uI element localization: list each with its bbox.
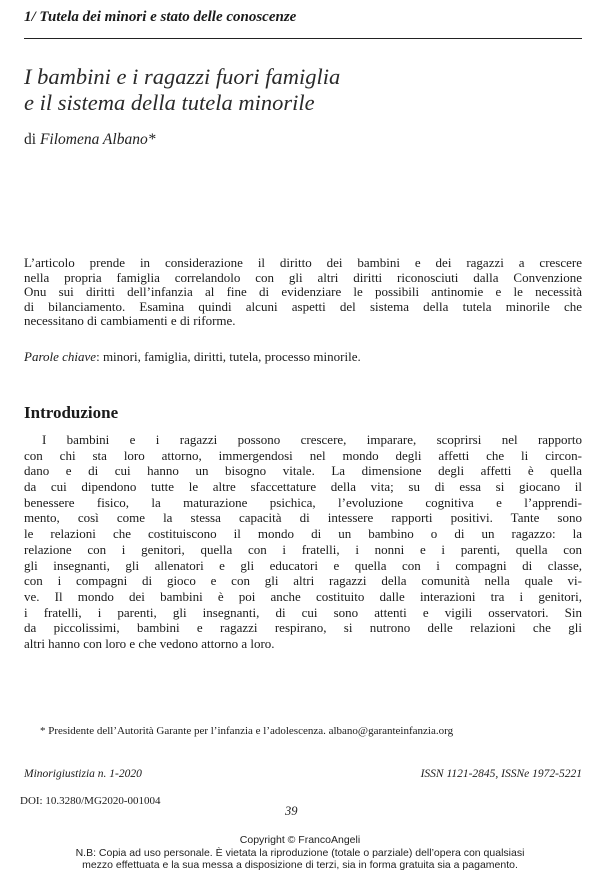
abstract-line: di bilanciamento. Esamina quindi alcuni aspetti del sistema della tutela minorile che bbox=[24, 298, 582, 314]
introduction-paragraph bbox=[24, 432, 582, 652]
article-title-line: e il sistema della tutela minorile bbox=[24, 90, 315, 115]
paragraph-line: le relazioni che costituiscono il mondo di un bambino o di un ragazzo: la bbox=[24, 526, 582, 542]
paragraph-line: dano e di cui hanno un bisogno vitale. La dimensione degli affetti è quella bbox=[24, 463, 582, 479]
usage-notice-line: mezzo effettuata e la sua messa a disposizione di terzi, sia in forma gratuita sia a pagamento. bbox=[82, 859, 518, 871]
copyright-notice bbox=[0, 834, 600, 872]
keywords bbox=[24, 349, 361, 365]
author-footnote: * Presidente dell’Autorità Garante per l’infanzia e l’adolescenza. albano@garanteinfanzia.org bbox=[40, 725, 454, 737]
doi: DOI: 10.3280/MG2020-001004 bbox=[20, 795, 161, 807]
paragraph-line: I bambini e i ragazzi possono crescere, imparare, scoprirsi nel rapporto bbox=[42, 432, 582, 447]
issn: ISSN 1121-2845, ISSNe 1972-5221 bbox=[420, 768, 582, 780]
abstract-line: Onu sui diritti dell’infanzia al fine di evidenziare le possibili antinomie e le necessità bbox=[24, 284, 582, 300]
paragraph-line: benessere fisico, la maturazione psichica, l’evoluzione cognitiva e l’apprendi- bbox=[24, 494, 582, 510]
keywords-text: : minori, famiglia, diritti, tutela, processo minorile. bbox=[96, 349, 361, 364]
paragraph-line: gli insegnanti, gli allenatori e gli educatori e quella con i compagni di classe, bbox=[24, 557, 582, 573]
section-header: 1/ Tutela dei minori e stato delle conoscenze bbox=[24, 9, 297, 25]
abstract-line: necessitano di cambiamenti e di riforme. bbox=[24, 313, 236, 329]
article-title-line: I bambini e i ragazzi fuori famiglia bbox=[24, 64, 341, 89]
header-divider bbox=[24, 38, 582, 39]
article-title bbox=[24, 64, 340, 116]
paragraph-line: con chi sta loro attorno, immergendosi nel mondo degli affetti che li circon- bbox=[24, 447, 582, 463]
paragraph-line: ve. Il mondo dei bambini è poi anche costituito dalle interazioni tra i genitori, bbox=[24, 588, 582, 604]
section-heading-introduction: Introduzione bbox=[24, 403, 119, 422]
byline-prefix: di bbox=[24, 131, 40, 148]
copyright-line: Copyright © FrancoAngeli bbox=[239, 834, 361, 846]
paragraph-line: altri hanno con loro e che vedono attorno a loro. bbox=[24, 635, 275, 651]
journal-citation: Minorigiustizia n. 1-2020 bbox=[24, 768, 142, 780]
paragraph-line: con i compagni di gioco e con gli altri ragazzi della comunità nella quale vi- bbox=[24, 573, 582, 589]
paragraph-line: da piccolissimi, bambini e ragazzi respirano, si nutrono delle relazioni che gli bbox=[24, 620, 582, 636]
page-number: 39 bbox=[285, 804, 298, 818]
author-name: Filomena Albano* bbox=[39, 131, 156, 148]
keywords-label: Parole chiave bbox=[24, 349, 97, 364]
usage-notice-line: N.B: Copia ad uso personale. È vietata la riproduzione (totale o parziale) dell’opera con qualsiasi bbox=[75, 846, 525, 859]
paragraph-line: da cui dipendono tutte le altre sfaccettature della vita; su di essa si giocano il bbox=[24, 479, 582, 495]
paragraph-line: relazione con i genitori, quella con i fratelli, i nonni e i parenti, quella con bbox=[24, 541, 582, 557]
byline bbox=[24, 131, 155, 149]
abstract-line: L’articolo prende in considerazione il diritto dei bambini e dei ragazzi a crescere bbox=[24, 255, 582, 270]
abstract bbox=[24, 256, 582, 329]
abstract-line: nella propria famiglia correlandolo con gli altri diritti riconosciuti dalla Convenzione bbox=[24, 269, 582, 285]
paragraph-line: i fratelli, i parenti, gli insegnanti, di cui sono attenti e vigili osservatori. Sin bbox=[24, 604, 582, 620]
paragraph-line: mento, così come la stessa capacità di intessere rapporti positivi. Tante sono bbox=[24, 510, 582, 526]
